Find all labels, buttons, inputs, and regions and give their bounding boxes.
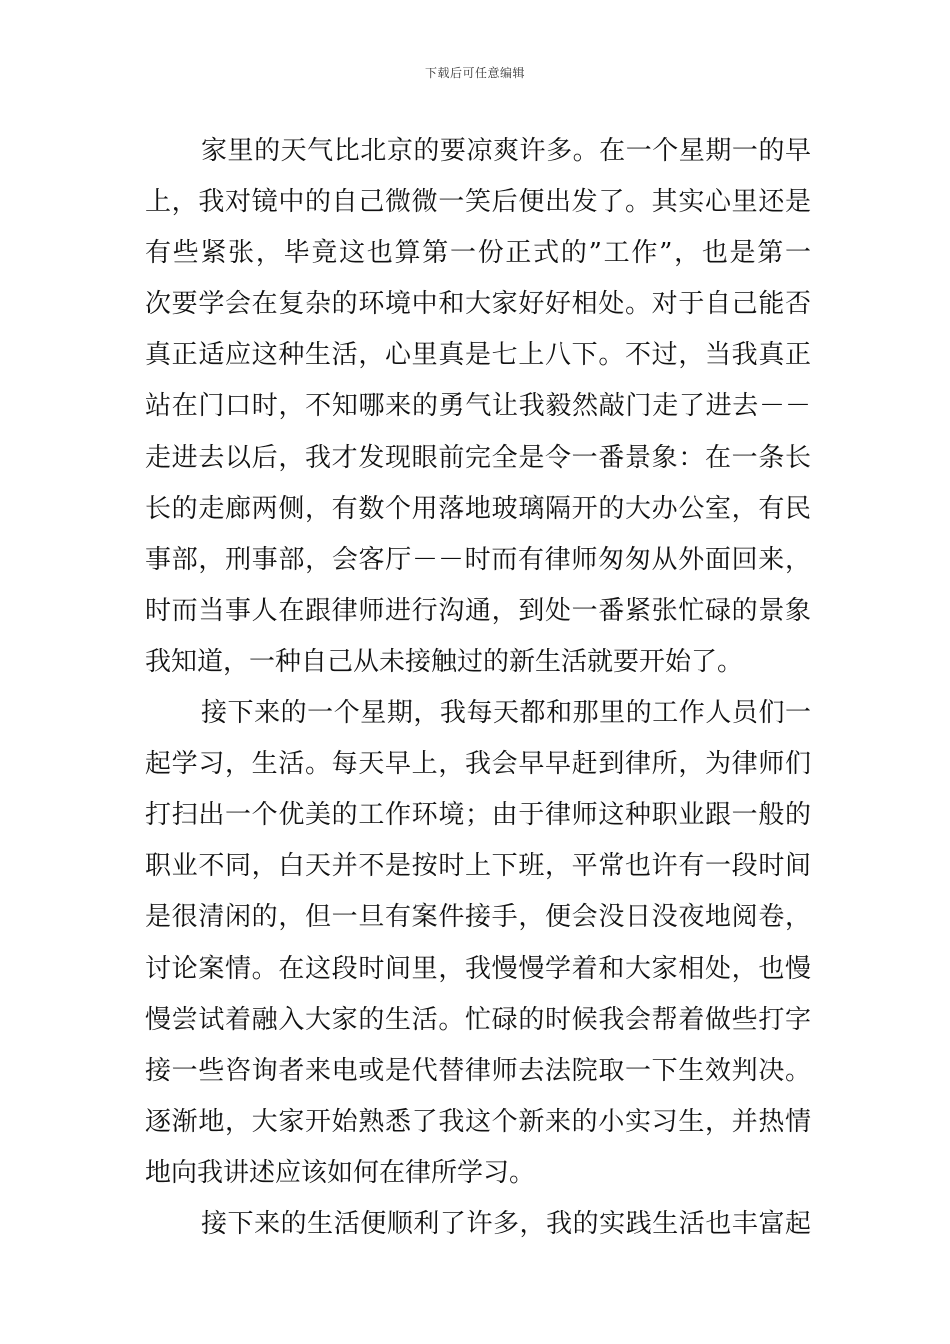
text-line: 上，我对镜中的自己微微一笑后便出发了。其实心里还是 bbox=[145, 187, 811, 218]
text-line: 走进去以后，我才发现眼前完全是令一番景象：在一条长 bbox=[145, 442, 811, 473]
text-line: 真正适应这种生活，心里真是七上八下。不过，当我真正 bbox=[145, 340, 811, 371]
paragraph-2 bbox=[145, 688, 811, 1199]
text-line: 地向我讲述应该如何在律所学习。 bbox=[145, 1157, 536, 1188]
text-line: 慢尝试着融入大家的生活。忙碌的时候我会帮着做些打字 bbox=[145, 1004, 811, 1035]
text-line: 次要学会在复杂的环境中和大家好好相处。对于自己能否 bbox=[145, 289, 811, 320]
text-line: 是很清闲的，但一旦有案件接手，便会没日没夜地阅卷， bbox=[145, 902, 811, 933]
text-line: 讨论案情。在这段时间里，我慢慢学着和大家相处，也慢 bbox=[145, 953, 811, 984]
text-line: 逐渐地，大家开始熟悉了我这个新来的小实习生，并热情 bbox=[145, 1106, 811, 1137]
body-text bbox=[145, 126, 811, 1250]
text-line: 职业不同，白天并不是按时上下班，平常也许有一段时间 bbox=[145, 851, 811, 882]
paragraph-1 bbox=[145, 126, 811, 688]
paragraph-3 bbox=[145, 1199, 811, 1250]
text-line: 我知道，一种自己从未接触过的新生活就要开始了。 bbox=[145, 646, 744, 677]
text-line: 事部，刑事部，会客厅－－时而有律师匆匆从外面回来， bbox=[145, 544, 811, 575]
text-line: 有些紧张，毕竟这也算第一份正式的”工作”，也是第一 bbox=[145, 238, 811, 269]
text-line: 打扫出一个优美的工作环境；由于律师这种职业跟一般的 bbox=[145, 800, 811, 831]
text-line: 长的走廊两侧，有数个用落地玻璃隔开的大办公室，有民 bbox=[145, 493, 811, 524]
text-line: 接下来的生活便顺利了许多，我的实践生活也丰富起 bbox=[201, 1208, 811, 1239]
text-line: 站在门口时，不知哪来的勇气让我毅然敲门走了进去－－ bbox=[145, 391, 811, 422]
header-note: 下载后可任意编辑 bbox=[424, 66, 525, 80]
text-line: 接下来的一个星期，我每天都和那里的工作人员们一 bbox=[201, 698, 811, 729]
text-line: 起学习，生活。每天早上，我会早早赶到律所，为律师们 bbox=[145, 749, 811, 780]
text-line: 家里的天气比北京的要凉爽许多。在一个星期一的早 bbox=[201, 136, 811, 166]
text-line: 接一些咨询者来电或是代替律师去法院取一下生效判决。 bbox=[145, 1055, 811, 1086]
text-line: 时而当事人在跟律师进行沟通，到处一番紧张忙碌的景象 bbox=[145, 595, 811, 626]
